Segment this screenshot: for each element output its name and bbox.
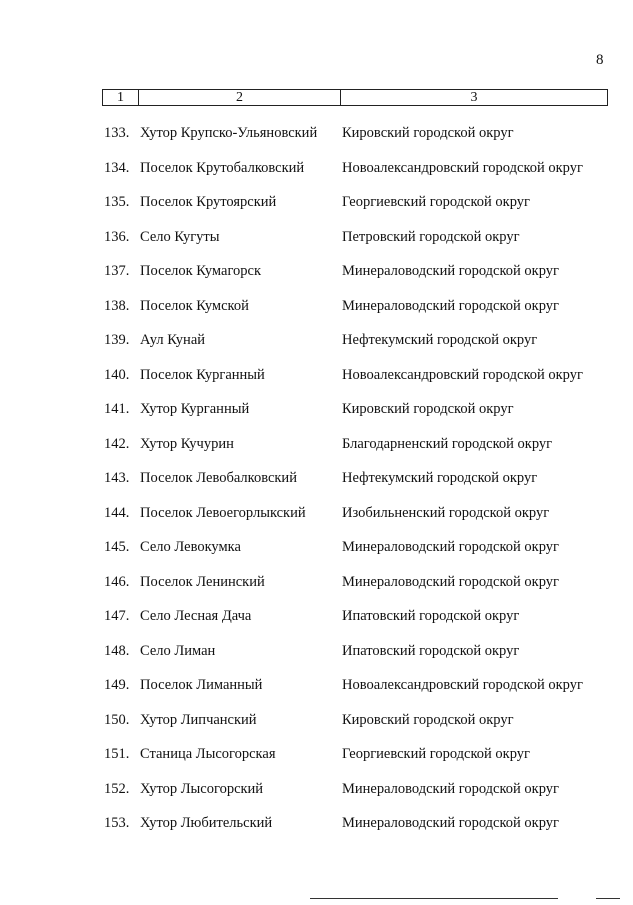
page-number: 8 — [596, 52, 604, 68]
settlement-name: Хутор Липчанский — [140, 711, 257, 728]
table-header — [102, 89, 608, 106]
footer-rule — [310, 898, 558, 899]
table-row — [0, 703, 633, 738]
table-row — [0, 220, 633, 255]
settlement-name: Село Лесная Дача — [140, 608, 252, 624]
district-name: Изобильненский городской округ — [342, 504, 550, 521]
settlement-list — [0, 116, 633, 841]
settlement-name: Хутор Курганный — [140, 401, 250, 417]
district-name: Минераловодский городской округ — [342, 263, 559, 279]
district-name: Кировский городской округ — [342, 401, 514, 417]
row-number: 140. — [104, 366, 130, 383]
row-number: 136. — [104, 228, 130, 245]
table-row — [0, 427, 633, 462]
district-name: Нефтекумский городской округ — [342, 332, 538, 348]
table-row — [0, 496, 633, 531]
row-number: 141. — [104, 401, 130, 417]
district-name: Новоалександровский городской округ — [342, 366, 583, 383]
table-row — [0, 392, 633, 427]
settlement-name: Аул Кунай — [140, 332, 206, 348]
settlement-name: Поселок Кумагорск — [140, 263, 262, 279]
settlement-name: Поселок Лиманный — [140, 677, 263, 693]
row-number: 137. — [104, 263, 130, 279]
district-name: Ипатовский городской округ — [342, 642, 520, 659]
header-col-2: 2 — [139, 90, 341, 105]
row-number: 144. — [104, 504, 130, 521]
row-number: 146. — [104, 573, 130, 590]
settlement-name: Поселок Кумской — [140, 297, 249, 314]
district-name: Кировский городской округ — [342, 125, 514, 141]
district-name: Минераловодский городской округ — [342, 780, 559, 797]
settlement-name: Хутор Любительский — [140, 815, 273, 831]
table-row — [0, 668, 633, 703]
settlement-name: Поселок Крутобалковский — [140, 159, 305, 176]
row-number: 134. — [104, 159, 130, 176]
district-name: Минераловодский городской округ — [342, 539, 559, 555]
table-row — [0, 151, 633, 186]
row-number: 145. — [104, 539, 130, 555]
table-row — [0, 254, 633, 289]
table-row — [0, 530, 633, 565]
district-name: Петровский городской округ — [342, 228, 520, 245]
table-row — [0, 358, 633, 393]
settlement-name: Поселок Крутоярский — [140, 194, 277, 210]
row-number: 139. — [104, 332, 130, 348]
footer-rule-short — [596, 898, 620, 899]
settlement-name: Станица Лысогорская — [140, 746, 276, 762]
table-row — [0, 634, 633, 669]
row-number: 148. — [104, 642, 130, 659]
table-row — [0, 185, 633, 220]
table-row — [0, 323, 633, 358]
row-number: 147. — [104, 608, 130, 624]
table-row — [0, 289, 633, 324]
table-row — [0, 565, 633, 600]
district-name: Георгиевский городской округ — [342, 194, 530, 210]
settlement-name: Поселок Левоегорлыкский — [140, 504, 306, 521]
settlement-name: Хутор Крупско-Ульяновский — [140, 125, 318, 141]
district-name: Новоалександровский городской округ — [342, 159, 583, 176]
table-row — [0, 772, 633, 807]
row-number: 135. — [104, 194, 130, 210]
settlement-name: Хутор Лысогорский — [140, 780, 264, 797]
settlement-name: Село Кугуты — [140, 228, 220, 245]
district-name: Минераловодский городской округ — [342, 297, 559, 314]
row-number: 143. — [104, 470, 130, 486]
district-name: Новоалександровский городской округ — [342, 677, 583, 693]
settlement-name: Поселок Курганный — [140, 366, 265, 383]
district-name: Минераловодский городской округ — [342, 573, 559, 590]
row-number: 149. — [104, 677, 130, 693]
district-name: Ипатовский городской округ — [342, 608, 520, 624]
row-number: 150. — [104, 711, 130, 728]
table-row — [0, 806, 633, 841]
row-number: 152. — [104, 780, 130, 797]
table-row — [0, 599, 633, 634]
header-col-1: 1 — [103, 90, 139, 105]
row-number: 153. — [104, 815, 130, 831]
row-number: 151. — [104, 746, 130, 762]
table-row — [0, 116, 633, 151]
district-name: Георгиевский городской округ — [342, 746, 530, 762]
settlement-name: Поселок Ленинский — [140, 573, 265, 590]
table-row — [0, 737, 633, 772]
district-name: Нефтекумский городской округ — [342, 470, 538, 486]
header-col-3: 3 — [470, 89, 478, 105]
settlement-name: Хутор Кучурин — [140, 435, 234, 452]
row-number: 142. — [104, 435, 130, 452]
district-name: Кировский городской округ — [342, 711, 514, 728]
district-name: Минераловодский городской округ — [342, 815, 559, 831]
district-name: Благодарненский городской округ — [342, 435, 553, 452]
table-row — [0, 461, 633, 496]
row-number: 133. — [104, 125, 130, 141]
row-number: 138. — [104, 297, 130, 314]
settlement-name: Поселок Левобалковский — [140, 470, 297, 486]
settlement-name: Село Левокумка — [140, 539, 241, 555]
settlement-name: Село Лиман — [140, 642, 216, 659]
